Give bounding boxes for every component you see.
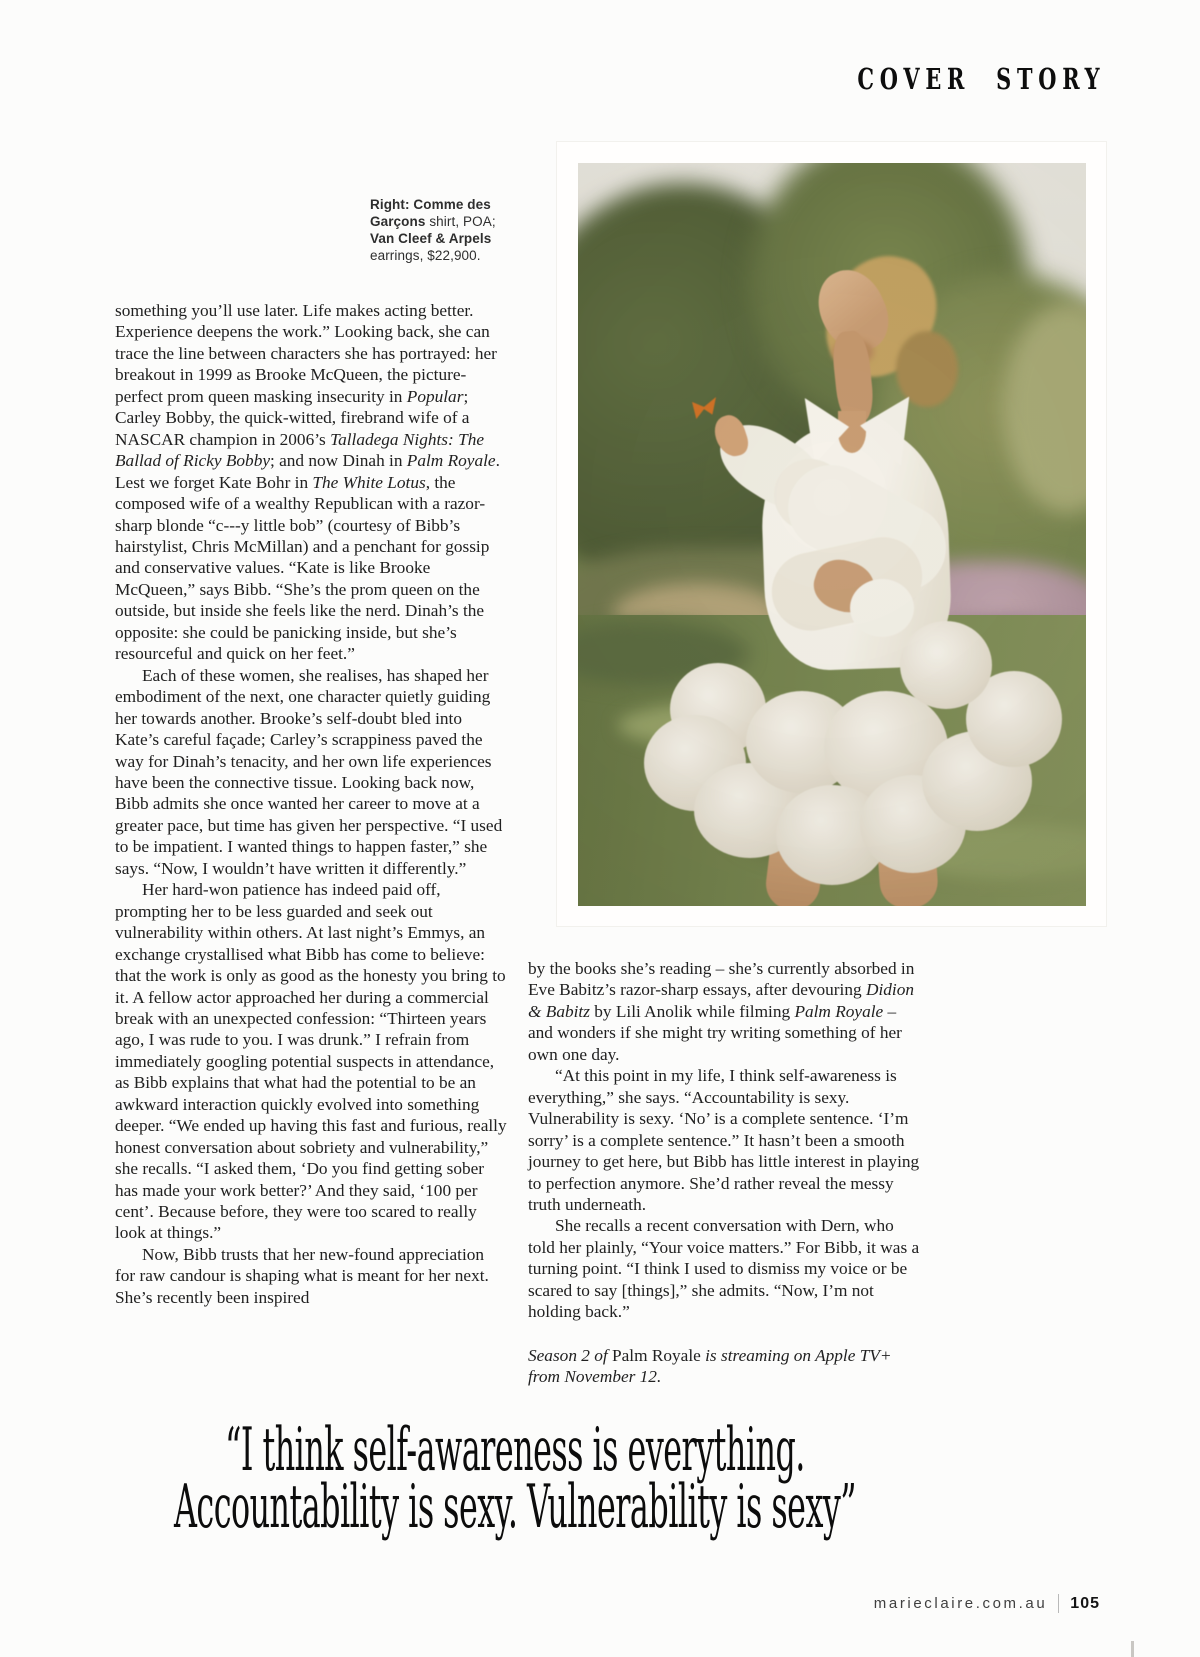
- text-run: “At this point in my life, I think self-awareness is everything,” she says. “Accountability is sexy. Vulnerability is sexy. ‘No’ is a complete sentence. ‘I’m sorry’ is a complete sentence.” It hasn’t been a smooth journey to get here, but Bibb has little interest in playing to perfection anymore. She’d rather reveal the messy truth underneath.: [528, 1066, 920, 1214]
- cover-photo: [578, 163, 1086, 906]
- pull-quote-line: Accountability is sexy. Vulnerability is sexy”: [173, 1472, 857, 1542]
- text-run: ; and now Dinah in: [270, 451, 407, 471]
- text-run: Palm Royale: [612, 1345, 701, 1365]
- text-run: by Lili Anolik while filming: [589, 1001, 795, 1021]
- photo-frame: [556, 141, 1107, 927]
- article-paragraph: [528, 1215, 920, 1322]
- article-paragraph: [528, 958, 920, 1065]
- article-paragraph: [528, 1065, 920, 1215]
- text-run: is streaming on Apple TV+ from November 12.: [528, 1345, 892, 1387]
- text-run: The White Lotus: [312, 472, 426, 492]
- article-paragraph: [115, 665, 507, 880]
- page-number: 105: [1070, 1594, 1100, 1612]
- text-run: Each of these women, she realises, has shaped her embodiment of the next, one character quietly guiding her towards another. Brooke’s self-doubt bled into Kate’s careful façade; Carley’s scrappiness paved the way for Dinah’s tenacity, and her own life experiences have been the connective tissue. Looking back now, Bibb admits she once wanted her career to move at a greater pace, but time has given her perspective. “I used to be impatient. I wanted things to happen faster,” she says. “Now, I wouldn’t have written it differently.”: [115, 665, 503, 878]
- text-run: Palm Royale: [794, 1001, 884, 1021]
- pull-quote: [115, 1415, 915, 1542]
- article-paragraph: [115, 300, 507, 665]
- text-run: – and wonders if she might try writing something of her own one day.: [528, 1001, 902, 1064]
- text-run: Palm Royale: [406, 451, 496, 471]
- article-column-right-wrap: [528, 958, 920, 1388]
- text-run: Didion & Babitz: [528, 980, 914, 1021]
- text-run: , the composed wife of a wealthy Republican with a razor-sharp blonde “c---y little bob” (courtesy of Bibb’s hairstylist, Chris McMillan) and a penchant for gossip and conservative values. “Kate is like Brooke McQueen,” says Bibb. “She’s the prom queen on the outside, but inside she feels like the nerd. Dinah’s the opposite: she could be panicking inside, but she’s resourceful and quick on her feet.”: [115, 472, 490, 664]
- text-run: Van Cleef & Arpels: [370, 231, 492, 246]
- text-run: She recalls a recent conversation with Dern, who told her plainly, “Your voice matters.” For Bibb, it was a turning point. “I think I used to dismiss my voice or be scared to say [things],” she admits. “Now, I’m not holding back.”: [528, 1216, 920, 1322]
- text-run: Right: Comme des Garçons: [370, 197, 491, 229]
- site-url: marieclaire.com.au: [873, 1595, 1048, 1612]
- text-run: Talladega Nights: The Ballad of Ricky Bobby: [115, 429, 485, 471]
- text-run: ; Carley Bobby, the quick-witted, firebrand wife of a NASCAR champion in 2006’s: [115, 386, 470, 449]
- photo-caption: [370, 196, 502, 264]
- text-run: by the books she’s reading – she’s currently absorbed in Eve Babitz’s razor-sharp essays, after devouring: [528, 959, 915, 1000]
- section-header: COVER STORY: [857, 62, 1105, 96]
- text-run: something you’ll use later. Life makes acting better. Experience deepens the work.” Looking back, she can trace the line between characters she has portrayed: her breakout in 1999 as Brooke McQueen, the picture-perfect prom queen masking insecurity in: [115, 301, 497, 406]
- page-edge-mark: [1131, 1641, 1134, 1657]
- article-paragraph: [115, 1244, 507, 1308]
- page-footer: [874, 1594, 1100, 1613]
- streaming-credit: [528, 1345, 920, 1388]
- text-run: Popular: [406, 386, 464, 406]
- photo-tint-overlay: [578, 163, 1086, 906]
- text-run: . Lest we forget Kate Bohr in: [115, 451, 500, 492]
- article-paragraph: [115, 879, 507, 1244]
- pull-quote-line: “I think self-awareness is everything.: [225, 1415, 805, 1485]
- article-column-right: [528, 958, 920, 1323]
- text-run: Her hard-won patience has indeed paid off, prompting her to be less guarded and seek out vulnerability within others. At last night’s Emmys, an exchange crystallised what Bibb has come to believe: that the work is only as good as the honesty you bring to it. A fellow actor approached her during a commercial break with an unexpected confession: “Thirteen years ago, I was rude to you. I was drunk.” I refrain from immediately googling potential suspects in attendance, as Bibb explains that what had the potential to be an awkward interaction quickly evolved into something deeper. “We ended up having this fast and furious, really honest conversation about sobriety and vulnerability,” she recalls. “I asked them, ‘Do you find getting sober has made your work better?’ And they said, ‘100 per cent’. Because before, they were too scared to really look at things.”: [115, 880, 507, 1243]
- text-run: Now, Bibb trusts that her new-found appreciation for raw candour is shaping what is meant for her next. She’s recently been inspired: [115, 1244, 489, 1307]
- text-run: shirt, POA;: [425, 214, 496, 229]
- footer-divider: [1058, 1594, 1059, 1613]
- text-run: earrings, $22,900.: [370, 248, 481, 263]
- article-column-left: [115, 300, 507, 1408]
- text-run: Season 2 of: [528, 1345, 613, 1365]
